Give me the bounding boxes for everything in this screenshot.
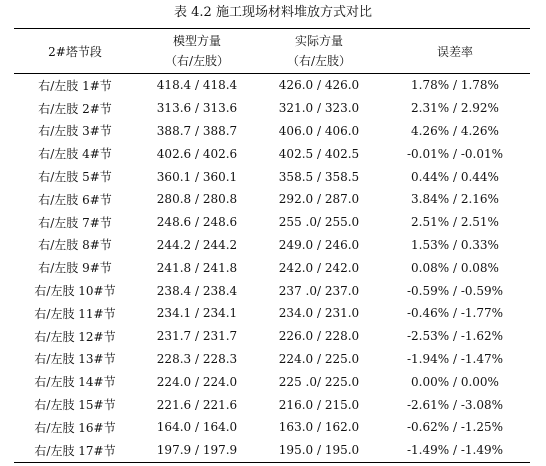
table-header [14,29,530,74]
cell-model-volume: 197.9 / 197.9 [136,439,258,462]
table-row [14,348,530,371]
cell-segment: 右/左肢 2#节 [38,101,112,116]
table-row [14,142,530,165]
comparison-table [14,28,530,463]
cell-model-volume: 360.1 / 360.1 [156,169,238,184]
cell-actual-volume: 255 .0/ 255.0 [278,215,360,230]
cell-model-volume: 244.2 / 244.2 [156,237,238,252]
table-row [14,325,530,348]
cell-error-rate: -0.01% / -0.01% [406,146,504,161]
cell-segment: 右/左肢 9#节 [38,261,112,276]
cell-model-volume: 280.8 / 280.8 [156,192,238,207]
cell-error-rate: -1.94% / -1.47% [406,351,504,366]
cell-segment: 右/左肢 5#节 [38,170,112,185]
cell-error-rate: 2.31% / 2.92% [411,101,499,116]
cell-model-volume: 224.0 / 224.0 [156,374,238,389]
cell-actual-volume: 226.0 / 228.0 [278,329,360,344]
cell-actual-volume: 321.0 / 323.0 [278,101,360,116]
cell-error-rate: 4.26% / 4.26% [411,123,499,138]
cell-actual-volume: 426.0 / 426.0 [278,78,360,93]
cell-error-rate: 0.00% / 0.00% [411,374,499,389]
cell-error-rate: 3.84% / 2.16% [411,192,499,207]
cell-segment: 右/左肢 16#节 [34,420,116,435]
header-model-volume [136,29,258,74]
cell-segment: 右/左肢 6#节 [38,192,112,207]
cell-error-rate: 0.08% / 0.08% [411,260,499,275]
header-row [14,29,530,74]
cell-segment: 右/左肢 15#节 [34,398,116,413]
table-row [14,393,530,416]
cell-actual-volume: 292.0 / 287.0 [278,192,360,207]
table-caption: 表 4.2 施工现场材料堆放方式对比 [174,5,372,20]
cell-model-volume: 313.6 / 313.6 [156,101,238,116]
table-row [14,256,530,279]
cell-segment: 右/左肢 10#节 [34,284,116,299]
table-row [14,97,530,120]
cell-actual-volume: 216.0 / 215.0 [278,397,360,412]
cell-segment: 右/左肢 7#节 [38,215,112,230]
header-actual-line2: （右/左肢） [286,54,352,68]
cell-segment: 右/左肢 3#节 [38,124,112,139]
cell-actual-volume: 234.0 / 231.0 [278,306,360,321]
table-row [14,370,530,393]
cell-segment: 右/左肢 4#节 [38,147,112,162]
table-row [14,234,530,257]
cell-model-volume: 164.0 / 164.0 [156,420,238,435]
cell-model-volume: 248.6 / 248.6 [156,215,238,230]
table-row [14,211,530,234]
cell-model-volume: 388.7 / 388.7 [156,123,238,138]
cell-actual-volume: 249.0 / 246.0 [278,237,360,252]
cell-actual-volume: 225 .0/ 225.0 [278,374,360,389]
cell-segment: 右/左肢 14#节 [34,375,116,390]
cell-model-volume: 228.3 / 228.3 [156,351,238,366]
cell-error-rate: -2.53% / -1.62% [406,329,504,344]
cell-model-volume: 238.4 / 238.4 [156,283,238,298]
cell-segment: 右/左肢 13#节 [34,352,116,367]
cell-model-volume: 234.1 / 234.1 [156,306,238,321]
header-segment-label: 2#塔节段 [48,44,102,59]
cell-actual-volume: 224.0 / 225.0 [278,351,360,366]
header-model-line1: 模型方量 [172,34,221,48]
cell-actual-volume: 358.5 / 358.5 [278,169,360,184]
cell-error-rate: -1.49% / -1.49% [380,439,530,462]
cell-actual-volume: 163.0 / 162.0 [278,420,360,435]
header-model-line2: （右/左肢） [164,54,230,68]
cell-error-rate: -0.62% / -1.25% [406,420,504,435]
cell-error-rate: -0.59% / -0.59% [406,283,504,298]
cell-error-rate: 1.78% / 1.78% [411,78,499,93]
header-error-rate [380,29,530,74]
table-body [14,74,530,463]
cell-segment: 右/左肢 1#节 [38,78,112,93]
cell-actual-volume: 402.5 / 402.5 [278,146,360,161]
table-row [14,120,530,143]
header-error-label: 误差率 [436,44,473,59]
cell-error-rate: 2.51% / 2.51% [411,215,499,230]
cell-segment: 右/左肢 11#节 [34,306,116,321]
cell-model-volume: 221.6 / 221.6 [156,397,238,412]
cell-model-volume: 418.4 / 418.4 [156,78,238,93]
cell-error-rate: 0.44% / 0.44% [411,169,499,184]
cell-segment: 右/左肢 8#节 [38,238,112,253]
cell-actual-volume: 406.0 / 406.0 [278,123,360,138]
table-row [14,74,530,97]
cell-error-rate: -0.46% / -1.77% [406,306,504,321]
cell-actual-volume: 195.0 / 195.0 [258,439,380,462]
cell-error-rate: 1.53% / 0.33% [411,237,499,252]
cell-segment: 右/左肢 12#节 [34,329,116,344]
cell-model-volume: 402.6 / 402.6 [156,146,238,161]
header-actual-line1: 实际方量 [294,34,343,48]
table-row [14,188,530,211]
table-row [14,439,530,462]
cell-actual-volume: 242.0 / 242.0 [278,260,360,275]
table-row [14,165,530,188]
header-segment [14,29,136,74]
cell-error-rate: -2.61% / -3.08% [406,397,504,412]
table-row [14,416,530,439]
table-row [14,302,530,325]
header-actual-volume [258,29,380,74]
cell-model-volume: 231.7 / 231.7 [156,329,238,344]
cell-model-volume: 241.8 / 241.8 [156,260,238,275]
cell-segment: 右/左肢 17#节 [14,439,136,462]
cell-actual-volume: 237 .0/ 237.0 [278,283,360,298]
table-row [14,279,530,302]
